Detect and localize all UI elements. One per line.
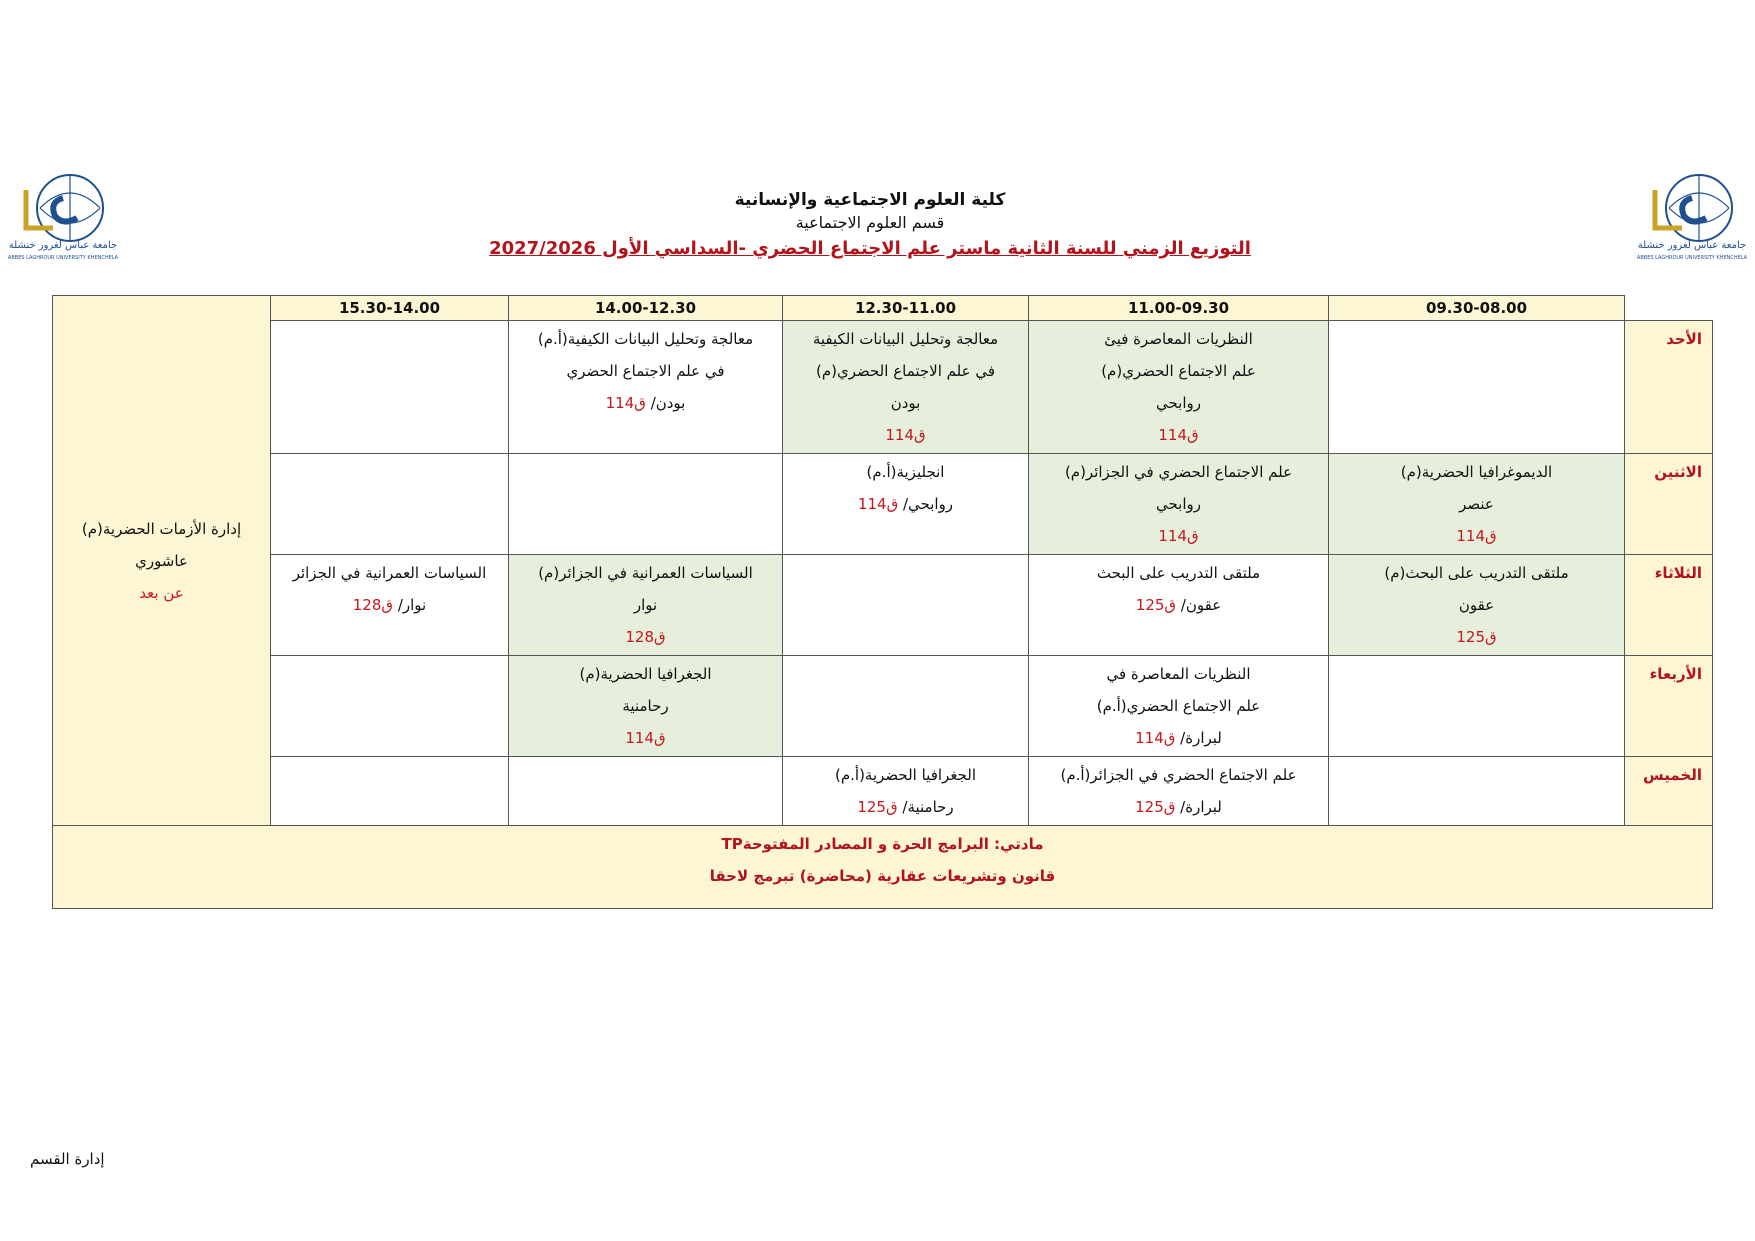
faculty-name: كلية العلوم الاجتماعية والإنسانية — [734, 190, 1006, 210]
day-row-sunday — [53, 321, 1713, 454]
schedule-cell: النظريات المعاصرة فيئ علم الاجتماع الحضري(م) روابحي ق114 — [1029, 321, 1329, 454]
online-course-cell: إدارة الأزمات الحضرية(م) عاشوري عن بعد — [53, 296, 271, 826]
svg-text:جامعة عباس لغرور خنشلة: جامعة عباس لغرور خنشلة — [8, 240, 118, 251]
day-label: الثلاثاء — [1625, 555, 1713, 656]
time-slot-1: 09.30-08.00 — [1329, 296, 1625, 321]
footer-line-1: مادتي: البرامج الحرة و المصادر المفتوحةTP — [721, 835, 1044, 853]
time-header-row — [53, 296, 1713, 321]
schedule-cell: علم الاجتماع الحضري في الجزائر(م) روابحي ق114 — [1029, 454, 1329, 555]
schedule-cell — [509, 454, 783, 555]
schedule-cell — [271, 321, 509, 454]
schedule-cell: معالجة وتحليل البيانات الكيفية في علم الاجتماع الحضري(م) بودن ق114 — [783, 321, 1029, 454]
svg-text:ABBES LAGHROUR UNIVERSITY KHEN: ABBES LAGHROUR UNIVERSITY KHENCHELA — [8, 255, 118, 261]
day-row-monday — [53, 454, 1713, 555]
department-administration: إدارة القسم — [30, 1150, 105, 1168]
schedule-cell: علم الاجتماع الحضري في الجزائر(أ.م) لبرارة/ ق125 — [1029, 757, 1329, 826]
schedule-cell — [509, 757, 783, 826]
schedule-cell: ملتقى التدريب على البحث(م) عقون ق125 — [1329, 555, 1625, 656]
schedule-cell — [783, 656, 1029, 757]
time-slot-2: 11.00-09.30 — [1029, 296, 1329, 321]
university-logo — [1637, 168, 1747, 264]
schedule-cell — [271, 757, 509, 826]
schedule-cell — [271, 454, 509, 555]
schedule-table — [52, 295, 1713, 909]
university-logo — [8, 168, 118, 264]
time-slot-3: 12.30-11.00 — [783, 296, 1029, 321]
schedule-cell: الديموغرافيا الحضرية(م) عنصر ق114 — [1329, 454, 1625, 555]
day-label: الأحد — [1625, 321, 1713, 454]
time-slot-5: 15.30-14.00 — [271, 296, 509, 321]
day-row-thursday — [53, 757, 1713, 826]
schedule-cell — [271, 656, 509, 757]
schedule-cell — [1329, 656, 1625, 757]
svg-text:ABBES LAGHROUR UNIVERSITY KHEN: ABBES LAGHROUR UNIVERSITY KHENCHELA — [1637, 255, 1747, 261]
schedule-cell: النظريات المعاصرة في علم الاجتماع الحضري(أ.م) لبرارة/ ق114 — [1029, 656, 1329, 757]
schedule-cell: معالجة وتحليل البيانات الكيفية(أ.م) في علم الاجتماع الحضري بودن/ ق114 — [509, 321, 783, 454]
day-label: الخميس — [1625, 757, 1713, 826]
schedule-cell — [1329, 757, 1625, 826]
schedule-cell — [783, 555, 1029, 656]
footer-line-2: قانون وتشريعات عقارية (محاضرة) تبرمج لاحقا — [709, 867, 1056, 885]
svg-text:جامعة عباس لغرور خنشلة: جامعة عباس لغرور خنشلة — [1637, 240, 1747, 251]
time-slot-4: 14.00-12.30 — [509, 296, 783, 321]
schedule-cell: السياسات العمرانية في الجزائر(م) نوار ق128 — [509, 555, 783, 656]
day-row-tuesday — [53, 555, 1713, 656]
schedule-cell: ملتقى التدريب على البحث عقون/ ق125 — [1029, 555, 1329, 656]
day-row-wednesday — [53, 656, 1713, 757]
schedule-cell: الجغرافيا الحضرية(أ.م) رحامنية/ ق125 — [783, 757, 1029, 826]
day-label: الاثنين — [1625, 454, 1713, 555]
schedule-cell: السياسات العمرانية في الجزائر نوار/ ق128 — [271, 555, 509, 656]
schedule-cell — [1329, 321, 1625, 454]
schedule-cell: الجغرافيا الحضرية(م) رحامنية ق114 — [509, 656, 783, 757]
day-label: الأربعاء — [1625, 656, 1713, 757]
footer-notes — [53, 826, 1713, 909]
department-name: قسم العلوم الاجتماعية — [795, 213, 945, 232]
schedule-cell: انجليزية(أ.م) روابحي/ ق114 — [783, 454, 1029, 555]
schedule-title: التوزيع الزمني للسنة الثانية ماستر علم الاجتماع الحضري -السداسي الأول 2027/2026 — [489, 238, 1251, 259]
